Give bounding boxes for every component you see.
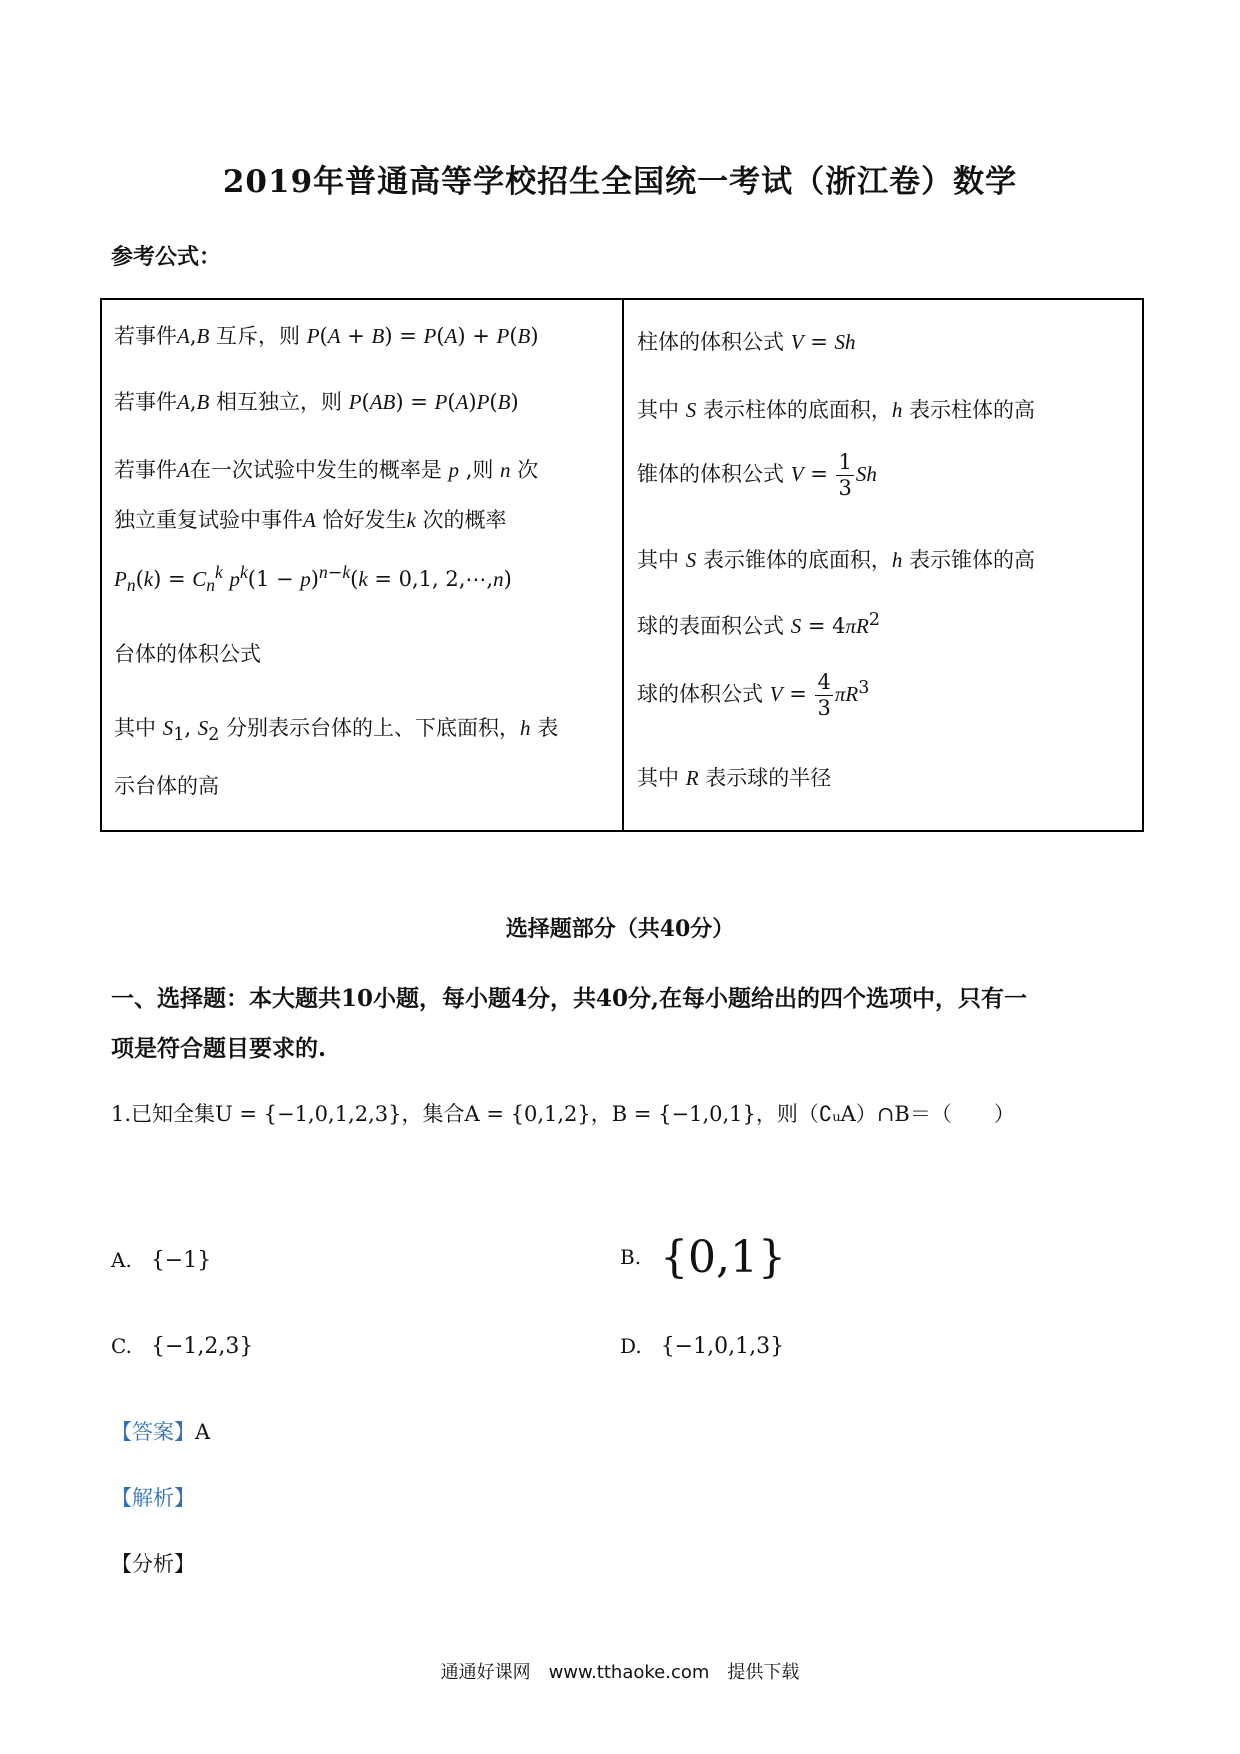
option-c[interactable]: [111, 1334, 253, 1359]
option-c-value: {−1,2,3}: [150, 1334, 254, 1359]
option-a[interactable]: [111, 1248, 211, 1273]
formula-left-2: 若事件A,B 相互独立，则 P(AB) = P(A)P(B): [114, 390, 519, 414]
option-d-label: D.: [620, 1334, 642, 1358]
option-a-label: A.: [111, 1248, 132, 1272]
formula-left-6: 台体的体积公式: [114, 642, 261, 666]
option-b[interactable]: [620, 1232, 786, 1283]
answer-value: A: [195, 1420, 211, 1444]
table-divider: [622, 300, 624, 830]
analysis: [111, 1482, 195, 1512]
instructions-line-1: 一、选择题：本大题共10小题，每小题4分，共40分,在每小题给出的四个选项中，只有一: [111, 985, 1028, 1012]
fenxi-label: 【分析】: [111, 1552, 195, 1576]
option-d[interactable]: [620, 1334, 784, 1359]
formula-table: [100, 298, 1144, 832]
formula-right-4: 其中 S 表示锥体的底面积，h 表示锥体的高: [637, 548, 1036, 572]
formula-right-2: 其中 S 表示柱体的底面积，h 表示柱体的高: [637, 398, 1036, 422]
analysis-label: 【解析】: [111, 1486, 195, 1510]
instructions-line-2: 项是符合题目要求的.: [111, 1035, 327, 1062]
formula-right-5: 球的表面积公式 $S = 4\pi R^2$: [637, 610, 880, 638]
option-a-value: {−1}: [150, 1248, 212, 1273]
formula-right-6: 球的体积公式 V = $\frac{4}{3}$ $\pi R^3$: [637, 670, 870, 720]
answer-label: 【答案】: [111, 1420, 195, 1444]
page-title: 2019年普通高等学校招生全国统一考试（浙江卷）数学: [222, 164, 1018, 200]
footer: 通通好课网 www.tthaoke.com 提供下载: [440, 1662, 800, 1683]
option-b-value: {0,1}: [660, 1232, 787, 1283]
formula-left-3: 若事件A在一次试验中发生的概率是 p ,则 n 次: [114, 458, 539, 482]
formula-left-4: 独立重复试验中事件A 恰好发生k 次的概率: [114, 508, 507, 532]
formula-right-1: 柱体的体积公式 V = Sh: [637, 330, 856, 354]
reference-formulas-label: 参考公式：: [111, 244, 222, 270]
option-d-value: {−1,0,1,3}: [660, 1334, 785, 1359]
formula-left-1: 若事件A,B 互斥，则 P(A + B) = P(A) + P(B): [114, 324, 539, 348]
option-c-label: C.: [111, 1334, 132, 1358]
option-b-label: B.: [620, 1244, 642, 1269]
formula-right-3: 锥体的体积公式 V = $\frac{1}{3}$ Sh: [637, 450, 877, 500]
formula-left-8: 示台体的高: [114, 774, 219, 798]
formula-left-7: 其中 $S_1$, $S_2$ 分别表示台体的上、下底面积，h 表: [114, 716, 559, 746]
formula-right-7: 其中 R 表示球的半径: [637, 766, 832, 790]
section-title: 选择题部分（共40分）: [505, 916, 735, 942]
fenxi: [111, 1548, 195, 1578]
answer: [111, 1416, 210, 1446]
formula-left-5: $P_n(k) = C_n^k$ $p^k(1 - p)^{n-k}(k = 0,1$, 2,⋯,n): [114, 562, 512, 596]
question-1: 1.已知全集U = {−1,0,1,2,3}，集合A = {0,1,2}，B = {−1,0,1}，则（∁ᵤA）∩B＝（ ）: [111, 1102, 1015, 1126]
